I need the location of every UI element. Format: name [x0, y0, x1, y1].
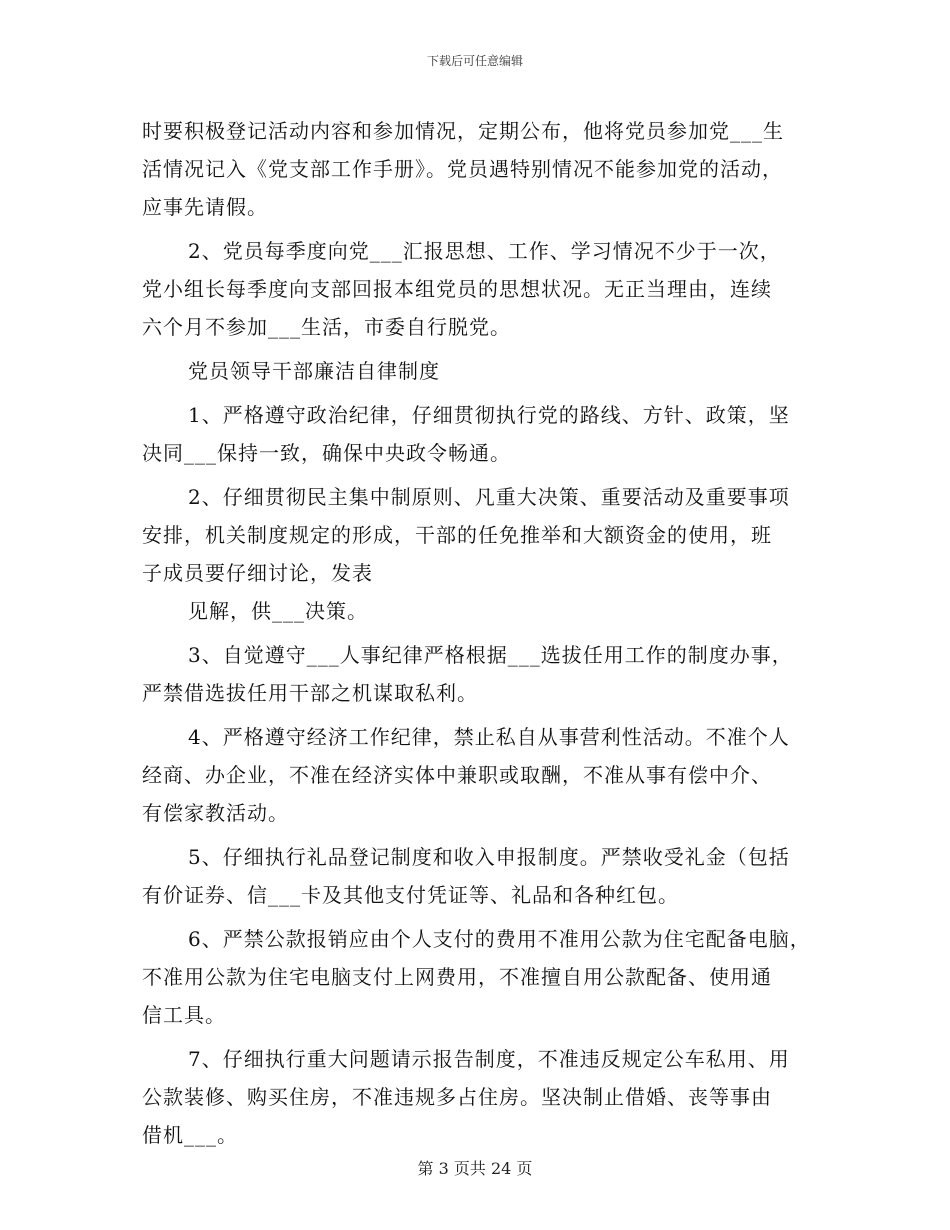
text-line: 应事先请假。 — [142, 195, 268, 219]
text-line: 公款装修、购买住房，不准违规多占住房。坚决制止借婚、丧等事由 — [142, 1085, 772, 1109]
text-line: 子成员要仔细讨论，发表 — [142, 561, 373, 585]
text-line: 6、严禁公款报销应由个人支付的费用不准用公款为住宅配备电脑， — [188, 927, 811, 951]
text-line: 5、仔细执行礼品登记制度和收入申报制度。严禁收受礼金（包括 — [188, 845, 790, 869]
document-body — [142, 112, 812, 1154]
text-line: 严禁借选拔任用干部之机谋取私利。 — [142, 681, 478, 705]
page-header: 下载后可任意编辑 — [426, 54, 523, 68]
text-line: 1、严格遵守政治纪律，仔细贯彻执行党的路线、方针、政策，坚 — [188, 403, 790, 427]
text-line: 不准用公款为住宅电脑支付上网费用，不准擅自用公款配备、使用通 — [142, 965, 772, 989]
text-line: 时要积极登记活动内容和参加情况，定期公布，他将党员参加党___生 — [142, 119, 784, 143]
text-line: 见解，供___决策。 — [188, 599, 368, 623]
text-line: 3、自觉遵守___人事纪律严格根据___选拔任用工作的制度办事， — [188, 643, 793, 667]
page-number: 第 3 页共 24 页 — [417, 1159, 533, 1178]
text-line: 2、党员每季度向党___汇报思想、工作、学习情况不少于一次， — [188, 239, 781, 263]
text-line: 有偿家教活动。 — [142, 801, 289, 825]
text-line: 有价证券、信___卡及其他支付凭证等、礼品和各种红包。 — [142, 883, 679, 907]
text-line: 安排，机关制度规定的形成，干部的任免推举和大额资金的使用，班 — [142, 523, 772, 547]
section-heading: 党员领导干部廉洁自律制度 — [188, 359, 440, 383]
text-line: 活情况记入《党支部工作手册》。党员遇特别情况不能参加党的活动， — [142, 157, 783, 181]
text-line: 六个月不参加___生活，市委自行脱党。 — [142, 315, 511, 339]
text-line: 党小组长每季度向支部回报本组党员的思想状况。无正当理由，连续 — [142, 277, 772, 301]
text-line: 借机___。 — [142, 1123, 238, 1147]
text-line: 决同___保持一致，确保中央政令畅通。 — [142, 441, 511, 465]
text-line: 信工具。 — [142, 1003, 226, 1027]
text-line: 经商、办企业，不准在经济实体中兼职或取酬，不准从事有偿中介、 — [142, 763, 772, 787]
text-line: 2、仔细贯彻民主集中制原则、凡重大决策、重要活动及重要事项 — [188, 485, 790, 509]
text-line: 7、仔细执行重大问题请示报告制度，不准违反规定公车私用、用 — [188, 1047, 790, 1071]
text-line: 4、严格遵守经济工作纪律，禁止私自从事营利性活动。不准个人 — [188, 725, 790, 749]
